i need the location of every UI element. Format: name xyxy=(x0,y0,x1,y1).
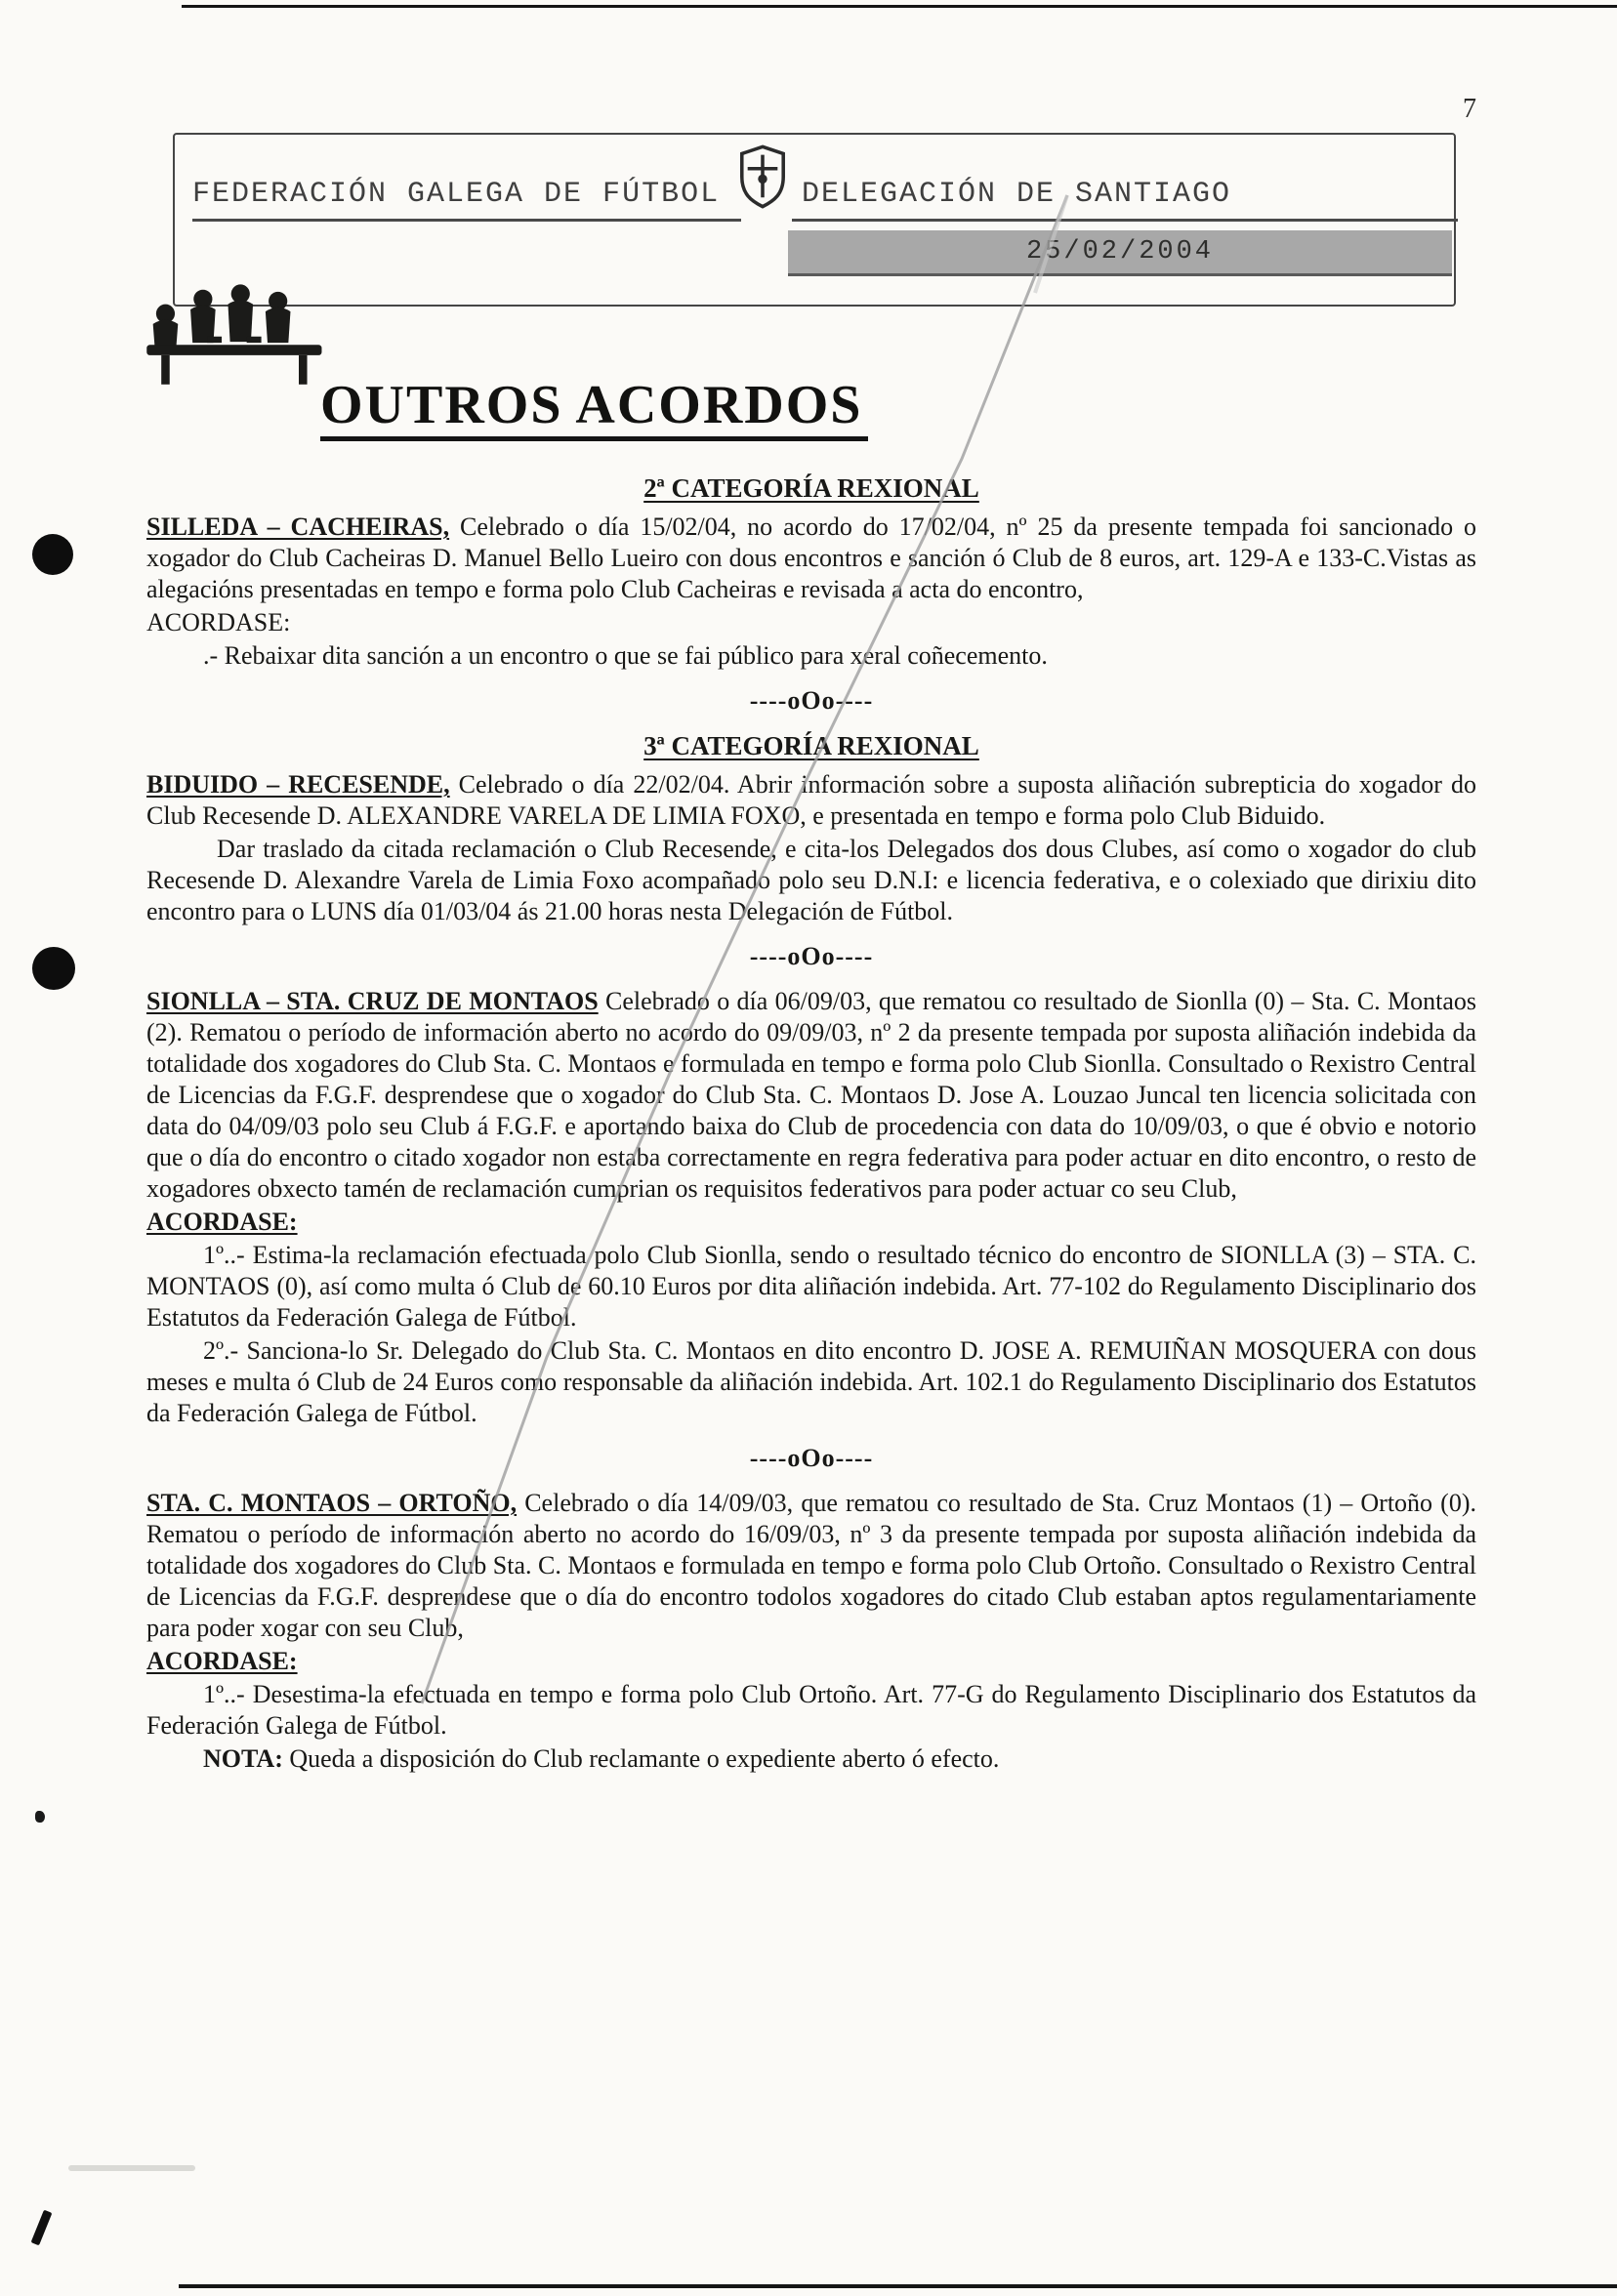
case-montaos-ortono xyxy=(146,1488,1476,1644)
resolution-item-1: 1º..- Desestima-la efectuada en tempo e forma polo Club Ortoño. Art. 77-G do Regulamento Disciplinario dos Estatutos da Federación Galega de Fútbol. xyxy=(146,1680,1476,1740)
punch-hole xyxy=(32,947,75,990)
date-stamp xyxy=(788,230,1452,276)
letterhead-box xyxy=(173,133,1456,307)
resolution-item-1: 1º..- Estima-la reclamación efectuada polo Club Sionlla, sendo o resultado técnico do encontro de SIONLLA (3) – STA. C. MONTAOS (0), así como multa ó Club de 60.10 Euros por dita aliñación indebida. Art. 77-102 do Regulamento Disciplinario dos Estatutos da Federación Galega de Fútbol. xyxy=(146,1241,1476,1332)
delegation-name: DELEGACIÓN DE SANTIAGO xyxy=(792,178,1458,222)
section-separator: ----oOo---- xyxy=(749,1444,874,1472)
case-silleda-cacheiras xyxy=(146,512,1476,605)
scan-edge-line-top xyxy=(182,5,1617,8)
nota-text: Queda a disposición do Club reclamante o expediente aberto ó efecto. xyxy=(282,1744,1000,1773)
acordase-label: ACORDASE: xyxy=(146,1208,298,1236)
case-body-text: Celebrado o día 22/02/04. Abrir información sobre a suposta aliñación subrepticia do xogador do Club Recesende D. ALEXANDRE VARELA DE LIMIA FOXO, e presentada en tempo e forma polo Club Biduido. xyxy=(146,770,1476,830)
date-value: 25/02/2004 xyxy=(1025,237,1215,266)
case-title: SIONLLA – STA. CRUZ DE MONTAOS xyxy=(146,987,599,1015)
meeting-clipart-icon xyxy=(143,277,330,389)
nota-label: NOTA: xyxy=(203,1744,283,1773)
section-separator: ----oOo---- xyxy=(749,942,874,970)
document-body xyxy=(146,471,1476,1777)
acordase-label: ACORDASE: xyxy=(146,1647,298,1675)
document-title: OUTROS ACORDOS xyxy=(320,377,868,441)
scan-edge-line-bottom xyxy=(179,2284,1617,2288)
case-body-text: Celebrado o día 06/09/03, que rematou co resultado de Sionlla (0) – Sta. C. Montaos (2). Rematou o período de información aberto no acordo do 09/09/03, nº 2 da presente tempada por suposta aliñación indebida da totalidade dos xogadores do Club Sta. C. Montaos e formulada en tempo e forma polo Club Sionlla. Consultado o Rexistro Central de Licencias da F.G.F. desprendese que o xogador do Club Sta. C. Montaos D. Jose A. Louzao Juncal ten licencia solicitada con data do 04/09/03 polo seu Club á F.G.F. e aportando baixa do Club de procedencia con data do 10/09/03, o que é obvio e notorio que o día do encontro o citado xogador non estaba correctamente en regra federativa para poder actuar en dito encontro, o resto de xogadores obxecto tamén de reclamación cumprian os requisitos federativos para poder actuar co seu Club, xyxy=(146,987,1477,1203)
pen-mark xyxy=(31,2210,53,2246)
punch-hole xyxy=(32,534,73,575)
resolution-item: .- Rebaixar dita sanción a un encontro o que se fai público para xeral coñecemento. xyxy=(203,641,1048,670)
scan-smudge xyxy=(68,2165,195,2171)
federation-crest-icon xyxy=(739,144,786,209)
case-title: STA. C. MONTAOS – ORTOÑO, xyxy=(146,1489,518,1517)
acordase-label: ACORDASE: xyxy=(146,608,291,636)
ink-speck xyxy=(35,1811,45,1823)
case-biduido-recesende xyxy=(146,769,1476,832)
section-heading-3a-categoria: 3ª CATEGORÍA REXIONAL xyxy=(643,731,979,760)
case-body-text: Celebrado o día 14/09/03, que rematou co resultado de Sta. Cruz Montaos (1) – Ortoño (0). Rematou o período de información aberto no acordo do 16/09/03, nº 3 da presente tempada por suposta aliñación indebida da totalidade dos xogadores do Club Sta. C. Montaos e formulada en tempo e forma polo Club Ortoño. Consultado o Rexistro Central de Licencias da F.G.F. desprendese que o día do encontro todolos xogadores do citado Club estaban aptos regulamentariamente para poder xogar con seu Club, xyxy=(146,1489,1476,1642)
case-title: BIDUIDO – RECESENDE, xyxy=(146,770,450,799)
case-title: SILLEDA – CACHEIRAS, xyxy=(146,512,450,541)
case-biduido-paragraph-2: Dar traslado da citada reclamación o Club Recesende, e cita-los Delegados dos dous Clubes, así como o xogador do club Recesende D. Alexandre Varela de Limia Foxo acompañado polo seu D.N.I: e licencia federativa, e o colexiado que dirixiu dito encontro para o LUNS día 01/03/04 ás 21.00 horas nesta Delegación de Fútbol. xyxy=(146,835,1476,925)
section-separator: ----oOo---- xyxy=(749,686,874,715)
nota-line xyxy=(146,1743,1476,1775)
case-body-text: Celebrado o día 15/02/04, no acordo do 17/02/04, nº 25 da presente tempada foi sancionado o xogador do Club Cacheiras D. Manuel Bello Lueiro con dous encontros e sanción ó Club de 8 euros, art. 129-A e 133-C.Vistas as alegacións presentadas en tempo e forma polo Club Cacheiras e revisada a acta do encontro, xyxy=(146,512,1477,603)
federation-name: FEDERACIÓN GALEGA DE FÚTBOL xyxy=(192,178,741,222)
case-sionlla-montaos xyxy=(146,986,1476,1205)
page-number: 7 xyxy=(1463,94,1476,124)
section-heading-2a-categoria: 2ª CATEGORÍA REXIONAL xyxy=(643,473,979,503)
resolution-item-2: 2º.- Sanciona-lo Sr. Delegado do Club Sta. C. Montaos en dito encontro D. JOSE A. REMUIÑAN MOSQUERA con dous meses e multa ó Club de 24 Euros como responsable da aliñación indebida. Art. 102.1 do Regulamento Disciplinario dos Estatutos da Federación Galega de Fútbol. xyxy=(146,1336,1476,1427)
